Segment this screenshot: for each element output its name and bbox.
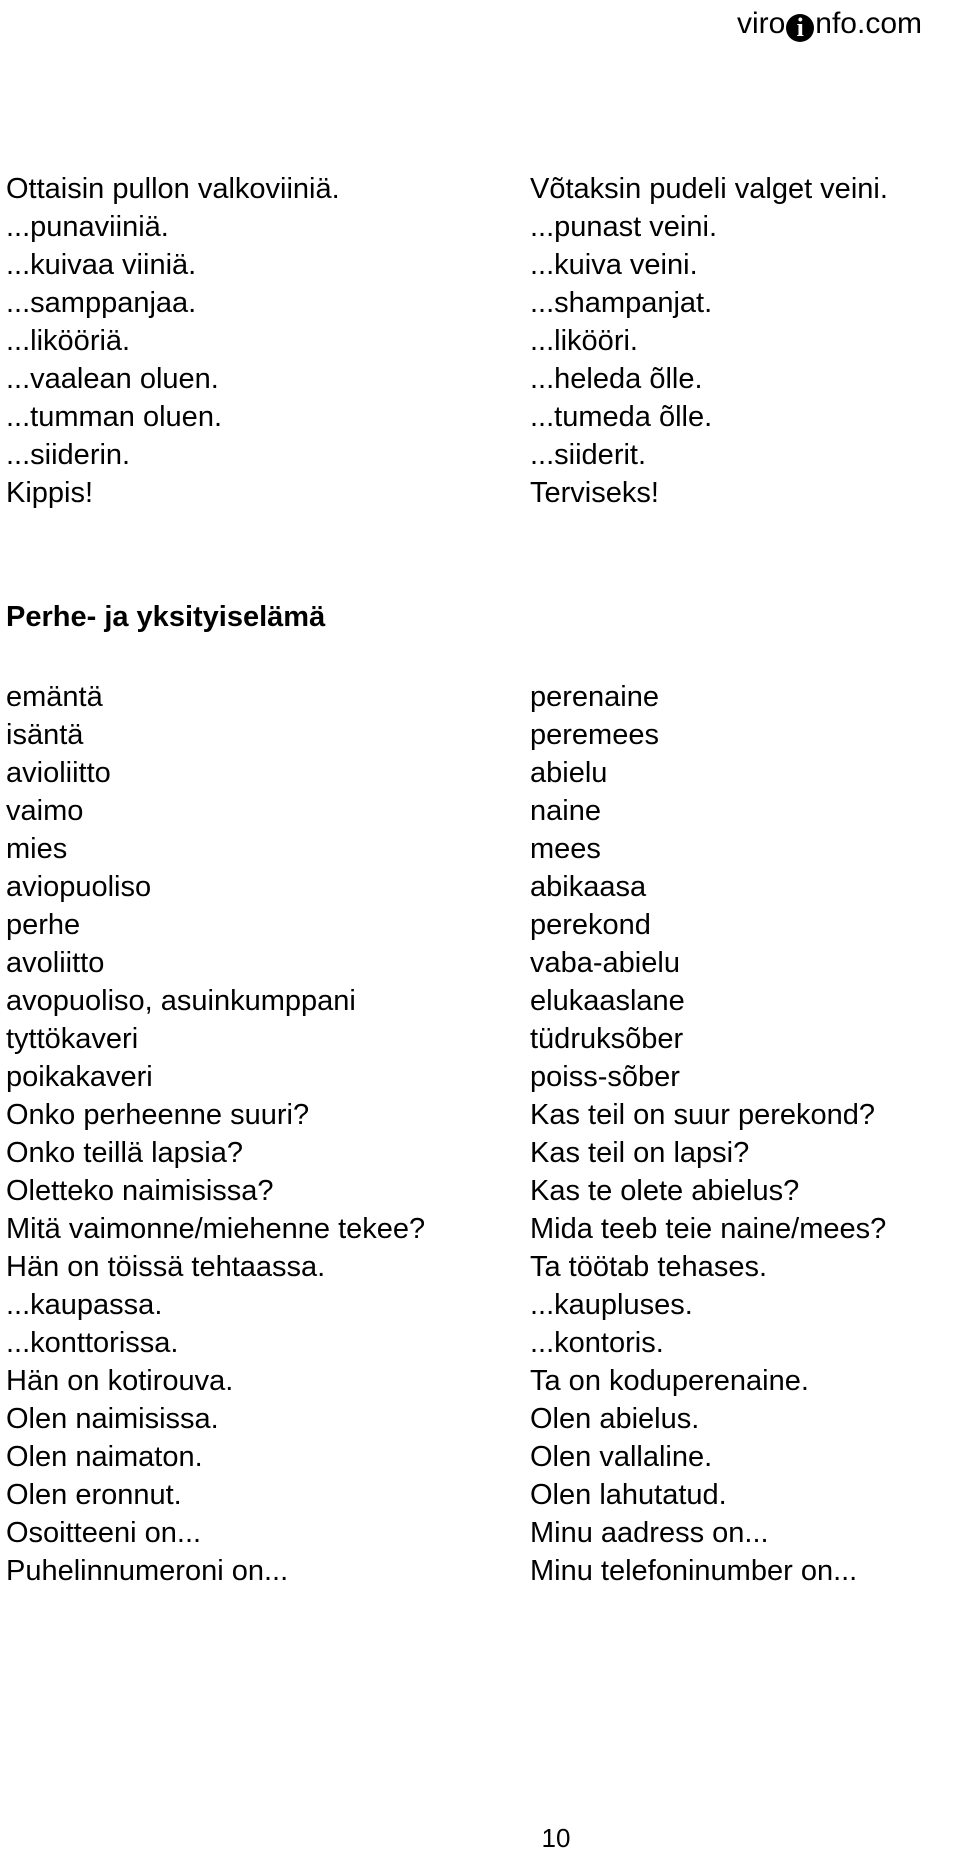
estonian-phrase: perekond bbox=[530, 909, 651, 941]
finnish-phrase: Kippis! bbox=[6, 477, 94, 509]
finnish-phrase: Mitä vaimonne/miehenne tekee? bbox=[6, 1213, 426, 1245]
phrase-row bbox=[6, 436, 946, 474]
finnish-phrase: Ottaisin pullon valkoviiniä. bbox=[6, 173, 340, 205]
estonian-phrase: Olen abielus. bbox=[530, 1403, 700, 1435]
finnish-phrase: ...punaviiniä. bbox=[6, 211, 169, 243]
finnish-phrase: ...kuivaa viiniä. bbox=[6, 249, 197, 281]
finnish-phrase: avoliitto bbox=[6, 947, 105, 979]
finnish-phrase: mies bbox=[6, 833, 68, 865]
finnish-phrase: ...tumman oluen. bbox=[6, 401, 222, 433]
phrase-row bbox=[6, 284, 946, 322]
estonian-phrase: elukaaslane bbox=[530, 985, 685, 1017]
section-title: Perhe- ja yksityiselämä bbox=[6, 601, 326, 633]
estonian-phrase: ...tumeda õlle. bbox=[530, 401, 713, 433]
estonian-phrase: Kas teil on suur perekond? bbox=[530, 1099, 875, 1131]
estonian-phrase: perenaine bbox=[530, 681, 659, 713]
phrase-row bbox=[6, 754, 946, 792]
phrase-row bbox=[6, 1020, 946, 1058]
phrase-row bbox=[6, 1362, 946, 1400]
estonian-phrase: abikaasa bbox=[530, 871, 647, 903]
estonian-phrase: ...heleda õlle. bbox=[530, 363, 703, 395]
phrase-row bbox=[6, 1096, 946, 1134]
phrase-row bbox=[6, 1210, 946, 1248]
estonian-phrase: Kas teil on lapsi? bbox=[530, 1137, 750, 1169]
finnish-phrase: avioliitto bbox=[6, 757, 111, 789]
estonian-phrase: Olen lahutatud. bbox=[530, 1479, 727, 1511]
finnish-phrase: Onko perheenne suuri? bbox=[6, 1099, 310, 1131]
estonian-phrase: mees bbox=[530, 833, 601, 865]
finnish-phrase: ...kaupassa. bbox=[6, 1289, 163, 1321]
logo-suffix: nfo.com bbox=[815, 7, 922, 40]
finnish-phrase: Onko teillä lapsia? bbox=[6, 1137, 243, 1169]
finnish-phrase: Olen naimaton. bbox=[6, 1441, 203, 1473]
phrase-row bbox=[6, 1438, 946, 1476]
phrase-row bbox=[6, 474, 946, 512]
phrase-row bbox=[6, 1476, 946, 1514]
estonian-phrase: vaba-abielu bbox=[530, 947, 680, 979]
finnish-phrase: vaimo bbox=[6, 795, 84, 827]
estonian-phrase: Terviseks! bbox=[530, 477, 659, 509]
estonian-phrase: Võtaksin pudeli valget veini. bbox=[530, 173, 888, 205]
finnish-phrase: perhe bbox=[6, 909, 81, 941]
estonian-phrase: Mida teeb teie naine/mees? bbox=[530, 1213, 887, 1245]
estonian-phrase: Ta on koduperenaine. bbox=[530, 1365, 809, 1397]
phrase-row bbox=[6, 678, 946, 716]
phrase-row bbox=[6, 208, 946, 246]
estonian-phrase: Olen vallaline. bbox=[530, 1441, 713, 1473]
finnish-phrase: Osoitteeni on... bbox=[6, 1517, 202, 1549]
finnish-phrase: avopuoliso, asuinkumppani bbox=[6, 985, 356, 1017]
estonian-phrase: ...kuiva veini. bbox=[530, 249, 698, 281]
phrase-row bbox=[6, 944, 946, 982]
family-phrase-list bbox=[6, 678, 946, 1590]
estonian-phrase: naine bbox=[530, 795, 601, 827]
estonian-phrase: poiss-sõber bbox=[530, 1061, 680, 1093]
finnish-phrase: Olen eronnut. bbox=[6, 1479, 182, 1511]
finnish-phrase: tyttökaveri bbox=[6, 1023, 139, 1055]
estonian-phrase: ...siiderit. bbox=[530, 439, 647, 471]
phrase-row bbox=[6, 868, 946, 906]
drinks-phrase-list bbox=[6, 170, 946, 512]
phrase-row bbox=[6, 1514, 946, 1552]
finnish-phrase: ...siiderin. bbox=[6, 439, 131, 471]
phrase-row bbox=[6, 1248, 946, 1286]
finnish-phrase: isäntä bbox=[6, 719, 84, 751]
estonian-phrase: abielu bbox=[530, 757, 608, 789]
info-icon: i bbox=[786, 14, 814, 42]
page-number: 10 bbox=[541, 1823, 571, 1853]
finnish-phrase: ...samppanjaa. bbox=[6, 287, 197, 319]
phrase-row bbox=[6, 398, 946, 436]
finnish-phrase: poikakaveri bbox=[6, 1061, 153, 1093]
phrase-row bbox=[6, 1552, 946, 1590]
estonian-phrase: ...punast veini. bbox=[530, 211, 717, 243]
finnish-phrase: ...likööriä. bbox=[6, 325, 131, 357]
estonian-phrase: ...kontoris. bbox=[530, 1327, 664, 1359]
phrase-row bbox=[6, 1324, 946, 1362]
finnish-phrase: Oletteko naimisissa? bbox=[6, 1175, 274, 1207]
estonian-phrase: ...likööri. bbox=[530, 325, 638, 357]
finnish-phrase: aviopuoliso bbox=[6, 871, 152, 903]
finnish-phrase: Hän on töissä tehtaassa. bbox=[6, 1251, 326, 1283]
phrase-row bbox=[6, 716, 946, 754]
phrase-row bbox=[6, 830, 946, 868]
finnish-phrase: ...konttorissa. bbox=[6, 1327, 179, 1359]
estonian-phrase: Ta töötab tehases. bbox=[530, 1251, 767, 1283]
logo-prefix: viro bbox=[736, 7, 786, 40]
finnish-phrase: Puhelinnumeroni on... bbox=[6, 1555, 289, 1587]
estonian-phrase: peremees bbox=[530, 719, 659, 751]
finnish-phrase: ...vaalean oluen. bbox=[6, 363, 219, 395]
estonian-phrase: tüdruksõber bbox=[530, 1023, 684, 1055]
phrase-row bbox=[6, 1286, 946, 1324]
phrase-row bbox=[6, 1058, 946, 1096]
phrase-row bbox=[6, 792, 946, 830]
estonian-phrase: ...kaupluses. bbox=[530, 1289, 693, 1321]
finnish-phrase: Hän on kotirouva. bbox=[6, 1365, 234, 1397]
phrase-row bbox=[6, 1134, 946, 1172]
phrase-row bbox=[6, 246, 946, 284]
phrase-row bbox=[6, 1400, 946, 1438]
site-logo bbox=[737, 6, 922, 42]
phrase-row bbox=[6, 360, 946, 398]
estonian-phrase: Minu telefoninumber on... bbox=[530, 1555, 858, 1587]
phrase-row bbox=[6, 982, 946, 1020]
phrase-row bbox=[6, 906, 946, 944]
estonian-phrase: Minu aadress on... bbox=[530, 1517, 769, 1549]
phrase-row bbox=[6, 1172, 946, 1210]
estonian-phrase: Kas te olete abielus? bbox=[530, 1175, 800, 1207]
finnish-phrase: Olen naimisissa. bbox=[6, 1403, 219, 1435]
finnish-phrase: emäntä bbox=[6, 681, 103, 713]
phrase-row bbox=[6, 170, 946, 208]
estonian-phrase: ...shampanjat. bbox=[530, 287, 713, 319]
phrase-row bbox=[6, 322, 946, 360]
